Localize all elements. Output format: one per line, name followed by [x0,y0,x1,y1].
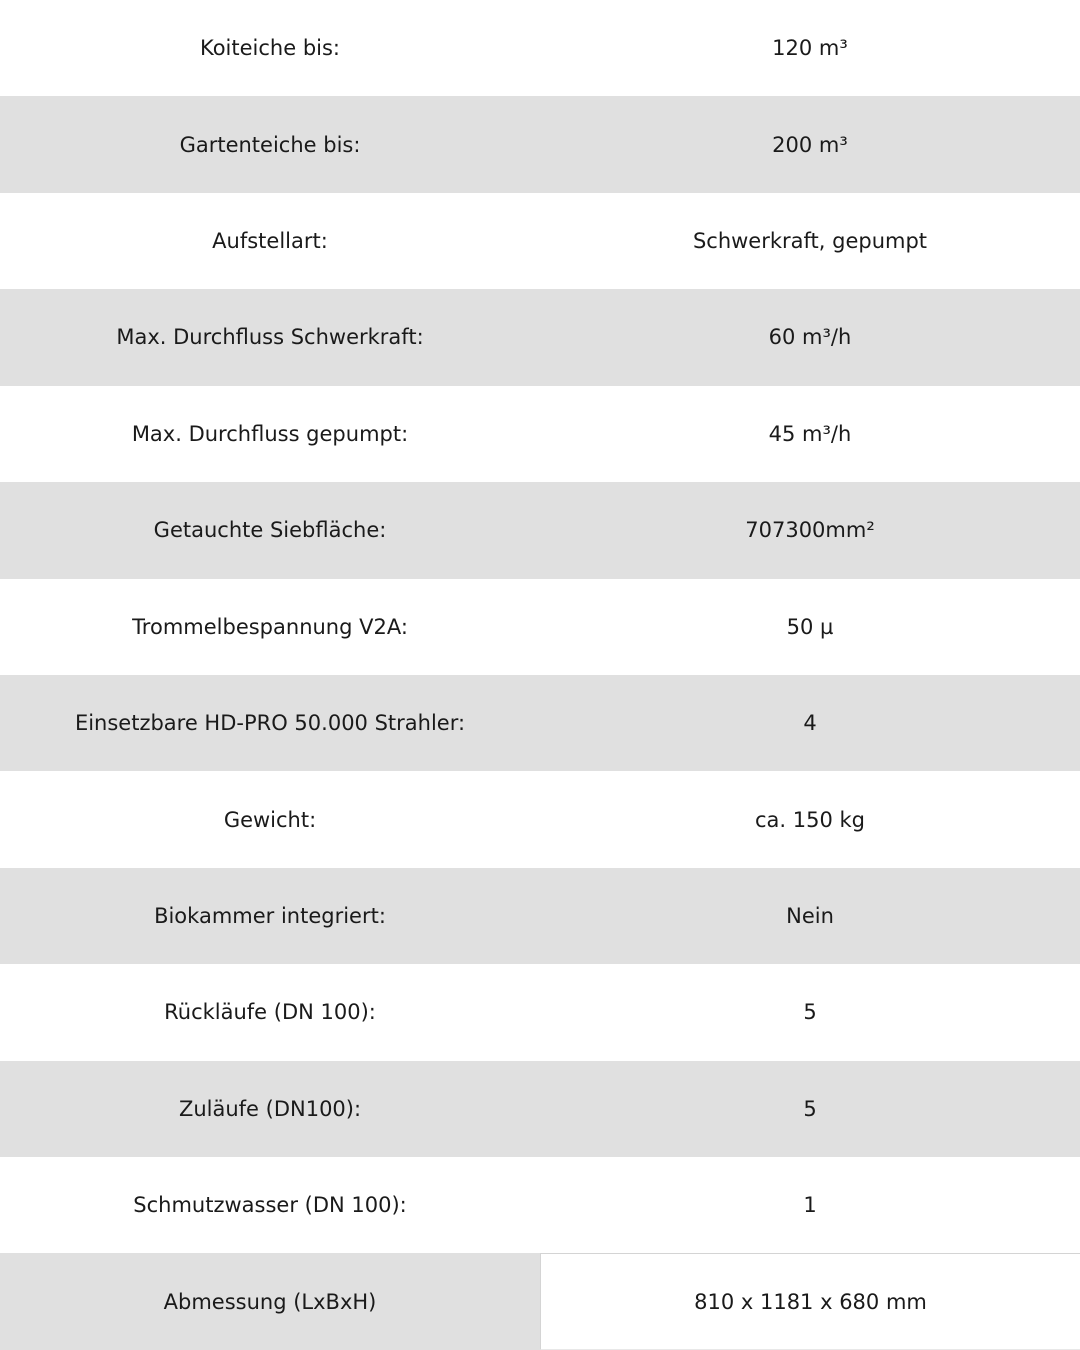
spec-row-strahler [0,675,1080,771]
spec-value: ca. 150 kg [754,807,865,832]
spec-row-zulaeufe [0,1061,1080,1157]
spec-value: 5 [803,1000,817,1025]
spec-row-ruecklaeufe [0,964,1080,1060]
spec-value: 1 [803,1193,817,1218]
spec-value: 120 m³ [772,36,848,61]
spec-row-durchfluss-schwerkraft [0,289,1080,385]
spec-row-schmutzwasser [0,1157,1080,1253]
spec-label: Max. Durchfluss gepumpt: [131,421,409,446]
spec-value: 810 x 1181 x 680 mm [540,1253,1080,1349]
spec-label: Getauchte Siebfläche: [153,518,387,543]
spec-label: Koiteiche bis: [199,36,341,61]
spec-label: Gartenteiche bis: [179,132,361,157]
spec-row-trommelbespannung [0,579,1080,675]
spec-label: Trommelbespannung V2A: [132,614,408,639]
spec-label: Rückläufe (DN 100): [164,1000,376,1025]
spec-row-durchfluss-gepumpt [0,386,1080,482]
spec-value: Schwerkraft, gepumpt [692,229,928,254]
spec-value: Nein [786,904,834,928]
spec-label: Gewicht: [223,807,317,832]
spec-value: 45 m³/h [768,421,852,446]
spec-value: 5 [803,1096,817,1121]
spec-label: Biokammer integriert: [154,904,386,928]
spec-value: 200 m³ [772,132,848,157]
spec-label: Schmutzwasser (DN 100): [133,1193,407,1218]
spec-value: 707300mm² [745,518,875,543]
spec-label: Einsetzbare HD-PRO 50.000 Strahler: [74,711,466,736]
spec-row-aufstellart [0,193,1080,289]
spec-row-gartenteiche [0,96,1080,192]
spec-value: 60 m³/h [768,325,852,350]
spec-label: Zuläufe (DN100): [178,1096,362,1121]
spec-row-biokammer [0,868,1080,964]
spec-row-koiteiche [0,0,1080,96]
spec-row-abmessung [0,1253,1080,1349]
spec-row-gewicht [0,771,1080,867]
spec-label: Aufstellart: [212,229,328,254]
spec-row-siebflaeche [0,482,1080,578]
spec-value: 4 [803,711,817,736]
spec-value: 50 µ [786,614,834,639]
spec-label: Max. Durchfluss Schwerkraft: [116,325,424,350]
spec-label: Abmessung (LxBxH) [0,1253,540,1349]
